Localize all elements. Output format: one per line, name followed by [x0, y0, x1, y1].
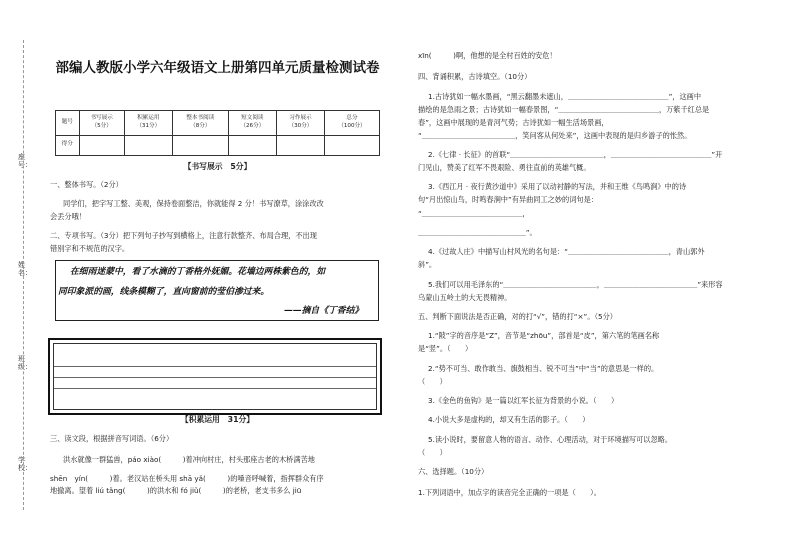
name-label: 姓名：: [18, 261, 32, 277]
q5-item-line: 是“竖”。（ ）: [418, 344, 473, 353]
score-header-cell: 总分 （100分）: [324, 111, 379, 136]
score-cell[interactable]: [324, 135, 379, 155]
score-header-cell: 短文阅读 （26分）: [228, 111, 276, 136]
q4-item-line: 描绘的是急雨之景；古诗犹如一幅春景图，“＿＿＿＿＿＿＿＿＿＿＿＿＿＿，万紫千红总是: [418, 105, 710, 114]
copy-writing-grid[interactable]: [48, 338, 382, 415]
q3-title: 三、读文段，根据拼音写词语。（6分）: [50, 434, 174, 443]
q4-item-line: ＿＿＿＿＿＿＿＿＿＿＿＿＿＿＿”。: [418, 228, 537, 237]
score-header-cell: 积累运用 （31分）: [124, 111, 172, 136]
q3-text-line: 地撤离。望着 liú tǎng( )的洪水和 fó jiǔ( )的老桥，老支书多么 jiū: [50, 486, 302, 495]
score-cell[interactable]: [172, 135, 228, 155]
q4-item-line: 句“月出惊山鸟，时鸣春涧中”有异曲同工之妙的词句是：: [418, 195, 598, 204]
q2-title-line: 二、专项书写。（3分）把下列句子抄写到横格上，注意行款整齐、布局合理，不出现: [50, 231, 317, 240]
q1-title: 一、整体书写。（2分）: [50, 180, 123, 189]
score-header-cell: 题号: [56, 111, 80, 136]
q3-text-line: 洪水就像一群猛兽，páo xiào( )着冲向村庄，村头那座古老的木桥满苦地: [63, 455, 315, 464]
handwriting-line: 同印象派的画，线条模糊了，直向窗前的莹伯渗过来。: [58, 287, 270, 297]
q4-item-line: 春”，这画中展现的是青河气势；古诗犹如一幅生活场景画，: [418, 118, 609, 127]
q4-item-line: 斜”。: [418, 260, 437, 269]
q4-item-line: 1.古诗犹如一幅水墨画，“黑云翻墨未遮山，＿＿＿＿＿＿＿＿＿＿＿＿＿＿”，这画中: [428, 92, 702, 101]
q5-item-line: 4.小说大多是虚构的，却又有生活的影子。（ ）: [428, 415, 590, 424]
q5-item-line: （ ）: [418, 377, 447, 386]
exam-number-label: 座号：: [18, 153, 32, 169]
q1-text-line: 会丢分哦！: [50, 212, 86, 221]
handwriting-line: 在细雨迷蒙中，看了水滴的丁香格外妩媚。花墙边两株紫色的，如: [70, 267, 326, 277]
q5-title: 五、判断下面说法是否正确，对的打“√”，错的打“×”。（5分）: [418, 312, 617, 321]
score-row-label: 得分: [56, 135, 80, 155]
q1-text-line: 同学们，把字写工整、美观，保持卷面整洁，你就能得 2 分！书写潦草，涂涂改改: [63, 199, 324, 208]
section-heading-writing: 【书写展示 5分】: [183, 162, 252, 171]
binding-line: [23, 40, 24, 510]
score-cell[interactable]: [276, 135, 324, 155]
q4-item-line: 4.《过故人庄》中描写山村风光的名句是：“＿＿＿＿＿＿＿＿＿＿＿＿＿＿，青山郭外: [428, 247, 705, 256]
q5-item-line: 3.《金色的鱼钩》是一篇以红军长征为背景的小说。（ ）: [428, 396, 619, 405]
score-cell[interactable]: [228, 135, 276, 155]
q2-title-line: 错别字和不规范的汉字。: [50, 244, 130, 253]
q5-item-line: 5.读小说时，要留意人物的语言、动作、心理活动，对于环境描写可以忽略。: [428, 435, 673, 444]
score-header-cell: 习作展示 （30分）: [276, 111, 324, 136]
q5-item-line: （ ）: [418, 448, 447, 457]
q4-item-line: 2.《七律 · 长征》的首联“＿＿＿＿＿＿＿＿＿＿＿＿＿，＿＿＿＿＿＿＿＿＿＿＿＿＿＿”开: [428, 150, 723, 159]
score-table: [55, 110, 380, 156]
q3-continuation: xīn( )啊，他想的是全村百姓的安危！: [418, 51, 557, 60]
score-cell[interactable]: [124, 135, 172, 155]
q4-item-line: “＿＿＿＿＿＿＿＿＿＿＿＿＿，笑问客从何处来”，这画中表现的是归乡游子的怅然。: [418, 131, 692, 140]
q5-item-line: 2.“势不可当、敢作敢当、旗鼓相当、锐不可当”中“当”的意思是一样的。: [428, 364, 659, 373]
q4-title: 四、背诵积累，古诗填空。（10分）: [418, 72, 532, 81]
score-header-cell: 书写展示 （5分）: [79, 111, 124, 136]
page-title: 部编人教版小学六年级语文上册第四单元质量检测试卷: [55, 60, 380, 76]
score-header-cell: 整本书阅读 （8分）: [172, 111, 228, 136]
q4-item-line: “＿＿＿＿＿＿＿＿＿＿＿＿＿＿，: [418, 209, 530, 218]
section-heading-accumulation: 【积累运用 31分】: [180, 415, 255, 424]
q6-title: 六、选择题。（10分）: [418, 467, 489, 476]
q4-item-line: 乌蒙山五岭土的大无畏精神。: [418, 293, 512, 302]
q6-item-line: 1.下列词语中，加点字的读音完全正确的一项是（ ）。: [418, 488, 601, 497]
q5-item-line: 1.“陂”字的音序是“Z”，音节是“zhōu”，部首是“皮”，第六笔的笔画名称: [428, 331, 660, 340]
school-label: 学校：: [18, 456, 32, 472]
handwriting-source: ——摘自《丁香结》: [284, 306, 364, 316]
q3-text-line: shēn yín( )着。老汉站在桥头用 shā yǎ( )的嗓音呼喊着，指挥群众有序: [50, 474, 324, 483]
q4-item-line: 5.我们可以用毛泽东的“＿＿＿＿＿＿＿＿＿＿＿＿＿，＿＿＿＿＿＿＿＿＿＿＿＿＿”来形容: [428, 280, 723, 289]
class-label: 班级：: [18, 355, 32, 371]
q4-item-line: 3.《西江月 · 夜行黄沙道中》采用了以动衬静的写法，并和王维《鸟鸣涧》中的诗: [428, 182, 687, 191]
score-cell[interactable]: [79, 135, 124, 155]
q4-item-line: 门见山，赞美了红军不畏艰险、勇往直前的英雄气概。: [418, 163, 591, 172]
